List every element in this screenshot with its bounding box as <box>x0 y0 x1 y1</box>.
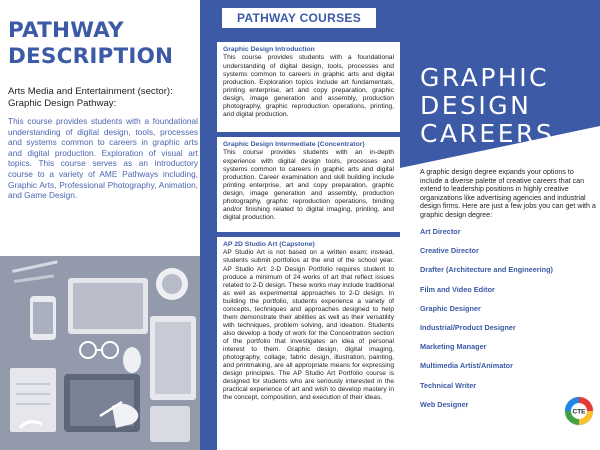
calculator-icon <box>150 406 190 442</box>
career-list-item: Drafter (Architecture and Engineering) <box>420 265 553 275</box>
designer-desk-illustration <box>0 256 200 450</box>
pathway-description-title: PATHWAY DESCRIPTION <box>8 18 174 69</box>
course-card-ap-2d-studio-art <box>217 237 400 450</box>
career-list-item: Technical Writer <box>420 380 477 390</box>
course-description: This course provides students with a foundational understanding of digital design, tools, processes and systems common to careers in graphic arts and digital production. Exploration topics include art fundamentals, printing enterprise, art and copy preparation, graphic design, image generation and assembly, production photography, graphic reproduction operations, printing, and digital production. <box>223 54 394 119</box>
tablet-icon <box>68 278 148 334</box>
career-list-item: Web Designer <box>420 399 469 409</box>
pathway-courses-header: PATHWAY COURSES <box>222 8 376 28</box>
career-list-item: Marketing Manager <box>420 342 487 352</box>
graphic-design-careers-panel <box>400 0 600 450</box>
career-list-item: Industrial/Product Designer <box>420 323 516 333</box>
course-title: Graphic Design Intermediate (Concentrator) <box>223 141 365 148</box>
career-list-item: Art Director <box>420 227 461 236</box>
notebook-icon <box>10 368 56 432</box>
pathway-description-panel <box>0 0 200 450</box>
career-list-item: Film and Video Editor <box>420 284 495 294</box>
course-card-graphic-design-intermediate <box>217 137 400 232</box>
course-description: AP Studio Art is not based on a written exam; instead, students submit portfolios at the end of the school year. AP Studio Art: 2-D Design Portfolio requires student to produce a minimum of 24 works of art that reflect issues related to 2-D design. These works may include traditional as well as experimental approaches to 2-D design. In building the portfolio, students experience a variety of concepts, techniques and approaches designed to help them demonstrate their abilities as well as their versatility with techniques, problem solving, and ideation. Students also develop a body of work for the Concentration section of the portfolio that investigates an idea of personal interest to them. Graphic design, digital imaging, photography, collage, fabric design, illustration, painting, and printmaking, are all appropriate means for expressing design principles. The AP Studio Art Portfolio course is designed for students who are seriously interested in the practical experience of art and wish to develop mastery in the concept, composition, and execution of their ideas. <box>223 249 394 402</box>
careers-intro-text: A graphic design degree expands your options to include a diverse palette of creative careers that can extend to leadership positions in highly creative organizations like advertising agencies and industrial design firms. Here are just a few jobs you can get with a graphic design degree: <box>420 168 596 219</box>
pathway-description-text: This course provides students with a foundational understanding of digital design, tools, processes and systems common to careers in graphic arts and digital production. Exploration of visual art topics. This course serves as an introductory course to a variety of AME Pathways including, Graphic Arts, Professional Photography, Animation, and Game Design. <box>8 116 198 201</box>
mouse-icon <box>123 347 141 373</box>
course-title: AP 2D Studio Art (Capstone) <box>223 241 315 248</box>
career-list-item: Graphic Designer <box>420 303 481 313</box>
career-list-item: Multimedia Artist/Animator <box>420 361 513 371</box>
drawing-tablet-icon <box>64 374 140 432</box>
course-description: This course provides students with an in-depth experience with digital design tools, processes and systems common to careers in graphic arts and digital production. Career examination and skill building include printing enterprise, art and copy preparation, graphic design, image generation and assembly, production photography, graphic reproduction operations, binding and/or finishing related to digital imaging, printing, and digital production. <box>223 149 394 222</box>
keyboard-icon <box>150 316 196 400</box>
career-list <box>420 222 553 414</box>
sector-heading: Arts Media and Entertainment (sector): Graphic Design Pathway: <box>8 86 173 109</box>
cte-logo-badge <box>564 396 594 426</box>
course-card-graphic-design-introduction <box>217 42 400 132</box>
graphic-design-careers-title: GRAPHIC DESIGN CAREERS <box>420 63 555 148</box>
smartphone-icon <box>30 296 56 340</box>
coffee-cup-icon <box>156 268 188 300</box>
career-list-item: Creative Director <box>420 246 479 256</box>
cte-badge-label: CTE <box>572 408 586 416</box>
pathway-courses-panel <box>200 0 400 450</box>
course-title: Graphic Design Introduction <box>223 46 315 53</box>
